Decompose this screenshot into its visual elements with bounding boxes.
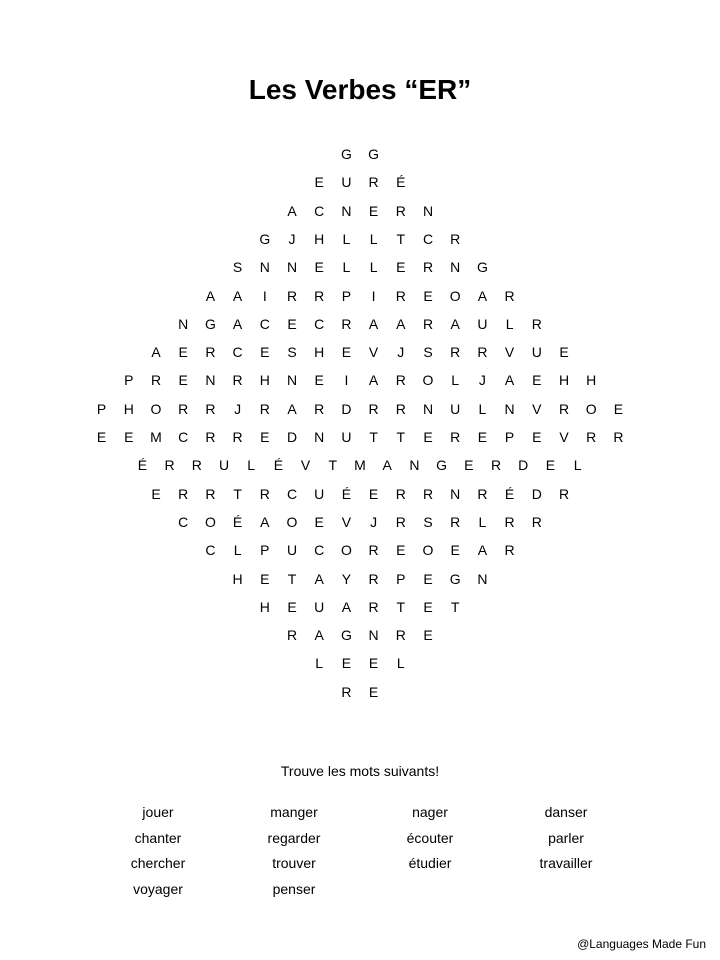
grid-letter: R	[368, 174, 379, 191]
grid-letter: E	[314, 372, 324, 389]
grid-letter: N	[205, 372, 216, 389]
word-list-item: penser	[272, 880, 316, 897]
grid-letter: I	[371, 287, 376, 304]
grid-letter: E	[96, 429, 107, 445]
grid-letter: R	[531, 513, 542, 530]
word-list-item: parler	[548, 829, 584, 846]
grid-letter: R	[259, 400, 270, 417]
grid-letter: O	[422, 542, 434, 559]
grid-letter: A	[151, 344, 161, 361]
grid-letter: R	[477, 344, 488, 361]
grid-letter: E	[532, 429, 542, 445]
grid-letter: R	[422, 485, 434, 502]
grid-letter: R	[232, 429, 243, 445]
grid-letter: H	[558, 372, 570, 389]
grid-letter: U	[314, 485, 325, 502]
grid-letter: O	[422, 372, 434, 389]
grid-letter: D	[341, 400, 352, 417]
grid-letter: N	[341, 202, 352, 219]
grid-letter: R	[395, 513, 406, 530]
grid-letter: A	[314, 627, 324, 644]
grid-letter: G	[436, 457, 448, 474]
grid-letter: J	[397, 344, 405, 361]
grid-letter: L	[478, 400, 487, 417]
grid-letter: R	[531, 315, 542, 332]
grid-letter: R	[314, 287, 325, 304]
grid-letter: N	[450, 485, 461, 502]
grid-letter: E	[260, 570, 270, 587]
word-list-item: nager	[412, 804, 448, 820]
grid-letter: E	[423, 570, 433, 587]
grid-letter: E	[464, 457, 474, 474]
grid-letter: U	[218, 457, 230, 474]
grid-letter: N	[178, 315, 189, 332]
grid-letter: A	[504, 372, 515, 389]
grid-letter: E	[314, 513, 324, 530]
grid-letter: R	[422, 259, 434, 276]
grid-letter: E	[151, 485, 161, 502]
grid-letter: C	[178, 429, 189, 445]
grid-letter: R	[558, 400, 570, 417]
grid-letter: R	[504, 542, 515, 559]
grid-letter: P	[96, 400, 107, 417]
grid-letter: L	[478, 513, 487, 530]
grid-letter: S	[423, 344, 433, 361]
grid-letter: G	[340, 627, 352, 644]
grid-letter: E	[287, 598, 297, 615]
grid-letter: R	[205, 400, 216, 417]
grid-letter: J	[234, 400, 242, 417]
grid-letter: V	[341, 513, 352, 530]
grid-letter: N	[409, 457, 420, 474]
grid-letter: O	[340, 542, 352, 559]
grid-letter: R	[259, 485, 270, 502]
grid-letter: O	[585, 400, 597, 417]
grid-letter: E	[178, 344, 188, 361]
grid-letter: É	[232, 513, 243, 530]
grid-letter: U	[314, 598, 325, 615]
grid-letter: T	[328, 457, 338, 474]
instructions: Trouve les mots suivants!	[280, 763, 440, 779]
grid-letter: G	[476, 259, 488, 276]
word-list-item: travailler	[539, 855, 593, 871]
grid-letter: O	[449, 287, 461, 304]
grid-letter: R	[314, 400, 325, 417]
grid-letter: R	[395, 627, 406, 644]
grid-letter: E	[450, 542, 460, 559]
grid-letter: A	[450, 315, 460, 332]
grid-letter: A	[396, 315, 406, 332]
grid-letter: R	[205, 344, 216, 361]
grid-letter: L	[396, 655, 405, 672]
grid-letter: L	[369, 230, 378, 247]
grid-letter: R	[395, 372, 406, 389]
grid-letter: N	[286, 372, 298, 389]
grid-letter: Y	[341, 570, 352, 587]
grid-letter: R	[368, 570, 379, 587]
grid-letter: L	[451, 372, 460, 389]
grid-letter: V	[532, 400, 542, 417]
word-list-item: danser	[544, 804, 588, 820]
grid-letter: T	[287, 570, 297, 587]
grid-letter: N	[450, 259, 461, 276]
grid-letter: A	[382, 457, 392, 474]
grid-letter: H	[314, 230, 325, 247]
grid-letter: R	[450, 429, 461, 445]
grid-letter: V	[559, 429, 569, 445]
grid-letter: E	[178, 372, 188, 389]
grid-letter: E	[368, 683, 379, 700]
grid-letter: C	[178, 513, 189, 530]
grid-letter: E	[287, 315, 297, 332]
grid-letter: L	[342, 230, 351, 247]
grid-letter: P	[124, 372, 134, 389]
grid-letter: E	[314, 259, 324, 276]
word-list-item: jouer	[142, 804, 174, 820]
grid-letter: M	[150, 429, 162, 445]
word-list-item: écouter	[406, 829, 454, 846]
grid-letter: R	[341, 683, 352, 700]
grid-letter: E	[423, 627, 433, 644]
grid-letter: H	[123, 400, 134, 417]
grid-letter: T	[396, 230, 406, 247]
grid-letter: R	[178, 485, 189, 502]
grid-letter: R	[205, 429, 216, 445]
grid-letter: R	[504, 287, 515, 304]
grid-letter: A	[232, 287, 243, 304]
grid-letter: É	[504, 485, 515, 502]
grid-letter: P	[260, 542, 270, 559]
grid-letter: A	[260, 513, 270, 530]
word-list	[90, 800, 634, 902]
grid-letter: R	[477, 485, 488, 502]
grid-letter: O	[286, 513, 298, 530]
word-list-item: étudier	[408, 855, 452, 871]
grid-letter: G	[259, 230, 271, 247]
page-title: Les Verbes “ER”	[248, 74, 472, 105]
grid-letter: L	[315, 655, 324, 672]
grid-letter: A	[287, 202, 297, 219]
grid-letter: N	[314, 429, 325, 445]
grid-letter: E	[341, 655, 352, 672]
grid-letter: N	[368, 627, 379, 644]
grid-letter: J	[370, 513, 378, 530]
grid-letter: L	[369, 259, 378, 276]
grid-letter: R	[395, 485, 406, 502]
grid-letter: C	[314, 202, 325, 219]
grid-letter: N	[477, 570, 488, 587]
grid-letter: E	[124, 429, 134, 445]
grid-letter: E	[477, 429, 488, 445]
grid-letter: E	[613, 400, 624, 417]
grid-letter: A	[477, 287, 488, 304]
grid-letter: R	[450, 230, 461, 247]
grid-letter: C	[232, 344, 243, 361]
grid-letter: R	[395, 202, 406, 219]
grid-letter: G	[449, 570, 461, 587]
grid-letter: R	[395, 287, 406, 304]
grid-letter: V	[300, 457, 311, 474]
grid-letter: C	[314, 542, 325, 559]
grid-letter: D	[286, 429, 298, 445]
grid-letter: L	[573, 457, 582, 474]
grid-letter: R	[232, 372, 243, 389]
grid-letter: I	[262, 287, 267, 304]
grid-letter: E	[314, 174, 324, 191]
grid-letter: U	[450, 400, 461, 417]
grid-letter: A	[205, 287, 216, 304]
grid-letter: É	[341, 485, 352, 502]
grid-letter: U	[477, 315, 488, 332]
grid-letter: R	[164, 457, 175, 474]
grid-letter: U	[341, 429, 352, 445]
grid-letter: D	[531, 485, 542, 502]
grid-letter: J	[478, 372, 486, 389]
grid-letter: H	[314, 344, 325, 361]
grid-letter: V	[504, 344, 515, 361]
grid-letter: T	[396, 598, 406, 615]
grid-letter: E	[423, 598, 433, 615]
grid-letter: A	[341, 598, 352, 615]
grid-letter: R	[205, 485, 216, 502]
grid-letter: R	[286, 287, 298, 304]
grid-letter: R	[368, 542, 379, 559]
grid-letter: N	[504, 400, 515, 417]
grid-letter: R	[558, 485, 570, 502]
grid-letter: U	[341, 174, 352, 191]
grid-letter: E	[423, 429, 433, 445]
grid-letter: C	[422, 230, 434, 247]
word-list-item: manger	[270, 804, 318, 820]
grid-letter: R	[341, 315, 352, 332]
grid-letter: P	[396, 570, 406, 587]
grid-letter: T	[369, 429, 378, 445]
grid-letter: R	[191, 457, 202, 474]
grid-letter: H	[259, 598, 270, 615]
grid-letter: A	[287, 400, 297, 417]
grid-letter: N	[286, 259, 298, 276]
grid-letter: D	[518, 457, 529, 474]
grid-letter: S	[287, 344, 297, 361]
grid-letter: E	[341, 344, 352, 361]
grid-letter: R	[504, 513, 515, 530]
grid-letter: C	[314, 315, 325, 332]
grid-letter: I	[344, 372, 349, 389]
word-list-item: regarder	[267, 829, 321, 846]
grid-letter: R	[150, 372, 162, 389]
grid-letter: É	[273, 457, 284, 474]
grid-letter: L	[505, 315, 514, 332]
grid-letter: R	[286, 627, 298, 644]
grid-letter: T	[450, 598, 460, 615]
grid-letter: S	[423, 513, 433, 530]
grid-letter: G	[340, 146, 352, 162]
grid-letter: C	[205, 542, 216, 559]
grid-letter: J	[288, 230, 296, 247]
grid-letter: U	[531, 344, 542, 361]
grid-letter: C	[259, 315, 270, 332]
grid-letter: O	[204, 513, 216, 530]
grid-letter: L	[342, 259, 351, 276]
word-list-item: chercher	[130, 855, 186, 871]
grid-letter: R	[368, 598, 379, 615]
grid-letter: H	[586, 372, 597, 389]
grid-letter: T	[233, 485, 242, 502]
grid-letter: E	[559, 344, 569, 361]
grid-letter: R	[586, 429, 597, 445]
grid-letter: H	[232, 570, 243, 587]
grid-letter: G	[204, 315, 216, 332]
grid-letter: A	[232, 315, 243, 332]
grid-letter: E	[260, 429, 270, 445]
word-list-item: trouver	[272, 855, 316, 871]
grid-letter: R	[613, 429, 624, 445]
grid-letter: A	[477, 542, 488, 559]
grid-letter: N	[422, 202, 434, 219]
grid-letter: S	[232, 259, 243, 276]
grid-letter: C	[286, 485, 298, 502]
grid-letter: A	[314, 570, 324, 587]
grid-letter: R	[395, 400, 406, 417]
credit: @Languages Made Fun	[577, 937, 706, 951]
grid-letter: R	[450, 513, 461, 530]
grid-letter: E	[260, 344, 270, 361]
grid-letter: E	[368, 655, 379, 672]
grid-letter: R	[450, 344, 461, 361]
grid-letter: R	[422, 315, 434, 332]
grid-letter: A	[368, 315, 379, 332]
grid-letter: P	[341, 287, 352, 304]
grid-letter: R	[178, 400, 189, 417]
grid-letter: E	[368, 485, 379, 502]
grid-letter: U	[286, 542, 298, 559]
word-list-item: voyager	[133, 880, 183, 897]
grid-letter: E	[396, 542, 406, 559]
word-list-item: chanter	[134, 829, 182, 846]
grid-letter: E	[532, 372, 542, 389]
grid-letter: E	[423, 287, 433, 304]
grid-letter: G	[368, 146, 380, 162]
grid-letter: N	[259, 259, 270, 276]
grid-letter: L	[247, 457, 256, 474]
grid-letter: N	[422, 400, 434, 417]
grid-letter: R	[368, 400, 379, 417]
grid-letter: E	[368, 202, 379, 219]
grid-letter: M	[354, 457, 366, 474]
grid-letter: E	[396, 259, 406, 276]
grid-letter: P	[504, 429, 515, 445]
grid-letter: L	[233, 542, 242, 559]
grid-letter: A	[368, 372, 379, 389]
grid-letter: V	[368, 344, 379, 361]
grid-letter: O	[150, 400, 162, 417]
grid-letter: É	[137, 457, 148, 474]
grid-letter: É	[396, 174, 406, 191]
grid-letter: T	[396, 429, 406, 445]
grid-letter: R	[490, 457, 502, 474]
grid-letter: E	[545, 457, 556, 474]
grid-letter: H	[259, 372, 270, 389]
